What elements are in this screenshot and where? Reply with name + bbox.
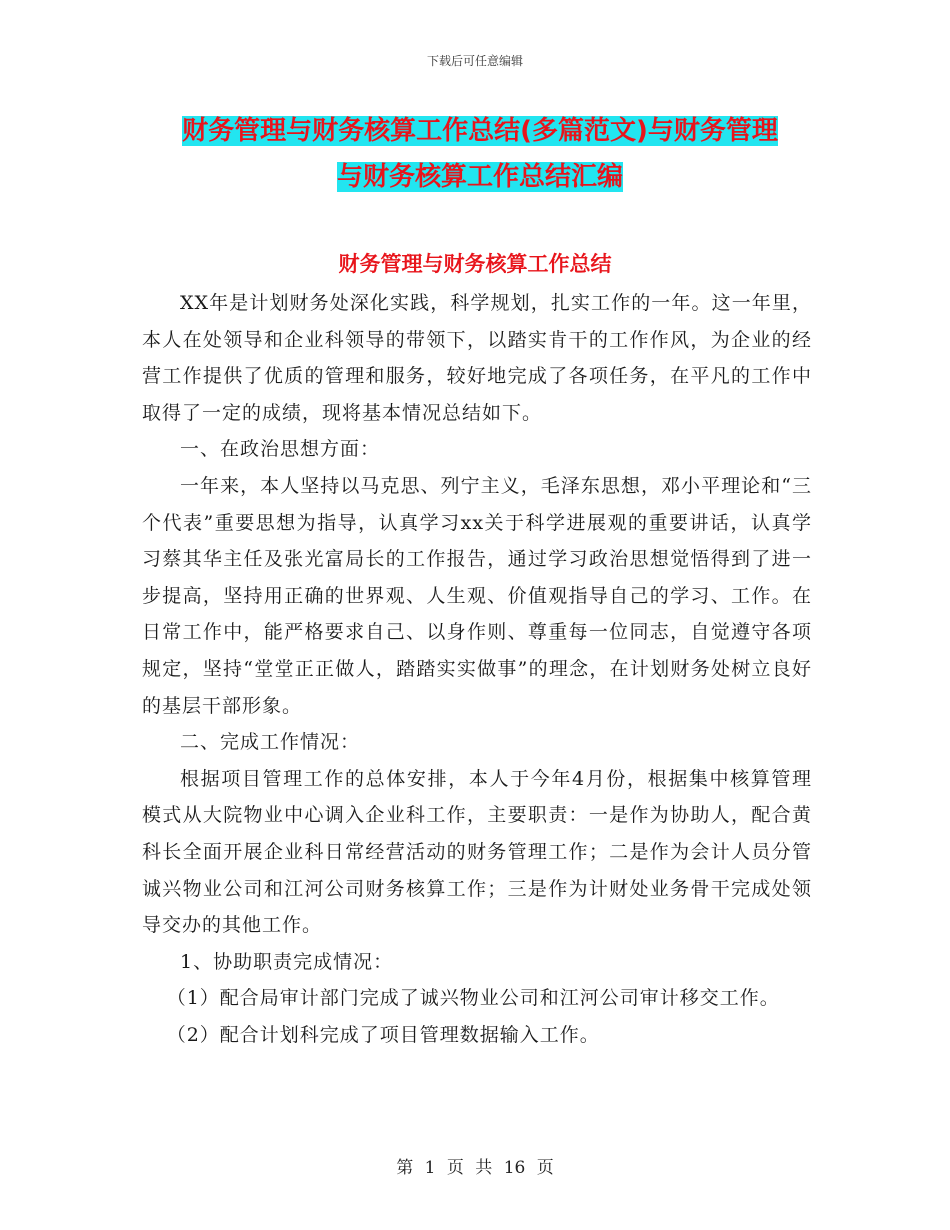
header-note: 下载后可任意编辑 xyxy=(426,54,523,68)
body-text xyxy=(142,285,812,1053)
paragraph-work: 根据项目管理工作的总体安排，本人于今年4月份，根据集中核算管理模式从大院物业中心调入企业科工作，主要职责：一是作为协助人，配合黄科长全面开展企业科日常经营活动的财务管理工作；二是作为会计人员分管诚兴物业公司和江河公司财务核算工作；三是作为计财处业务骨干完成处领导交办的其他工作。 xyxy=(142,767,812,937)
paragraph-intro: XX年是计划财务处深化实践，科学规划，扎实工作的一年。这一年里，本人在处领导和企业科领导的带领下，以踏实肯干的工作作风，为企业的经营工作提供了优质的管理和服务，较好地完成了各项任务，在平凡的工作中取得了一定的成绩，现将基本情况总结如下。 xyxy=(142,292,812,424)
heading-political: 一、在政治思想方面： xyxy=(180,438,381,461)
page-number: 第 1 页 共 16 页 xyxy=(396,1158,554,1178)
main-title-line-2: 与财务核算工作总结汇编 xyxy=(336,162,623,192)
paragraph-political: 一年来，本人坚持以马克思、列宁主义，毛泽东思想，邓小平理论和“三个代表”重要思想为指导，认真学习xx关于科学进展观的重要讲话，认真学习蔡其华主任及张光富局长的工作报告，通过学习政治思想觉悟得到了进一步提高，坚持用正确的世界观、人生观、价值观指导自己的学习、工作。在日常工作中，能严格要求自己、以身作则、尊重每一位同志，自觉遵守各项规定，坚持“堂堂正正做人，踏踏实实做事”的理念，在计划财务处树立良好的基层干部形象。 xyxy=(142,474,812,717)
list-item-2: （2）配合计划科完成了项目管理数据输入工作。 xyxy=(166,1023,600,1046)
heading-assist: 1、协助职责完成情况： xyxy=(180,950,394,973)
section-title: 财务管理与财务核算工作总结 xyxy=(338,252,612,276)
main-title-line-1: 财务管理与财务核算工作总结(多篇范文)与财务管理 xyxy=(182,116,778,146)
heading-work: 二、完成工作情况： xyxy=(180,731,361,754)
list-item-1: （1）配合局审计部门完成了诚兴物业公司和江河公司审计移交工作。 xyxy=(166,987,780,1010)
main-title xyxy=(140,108,820,200)
